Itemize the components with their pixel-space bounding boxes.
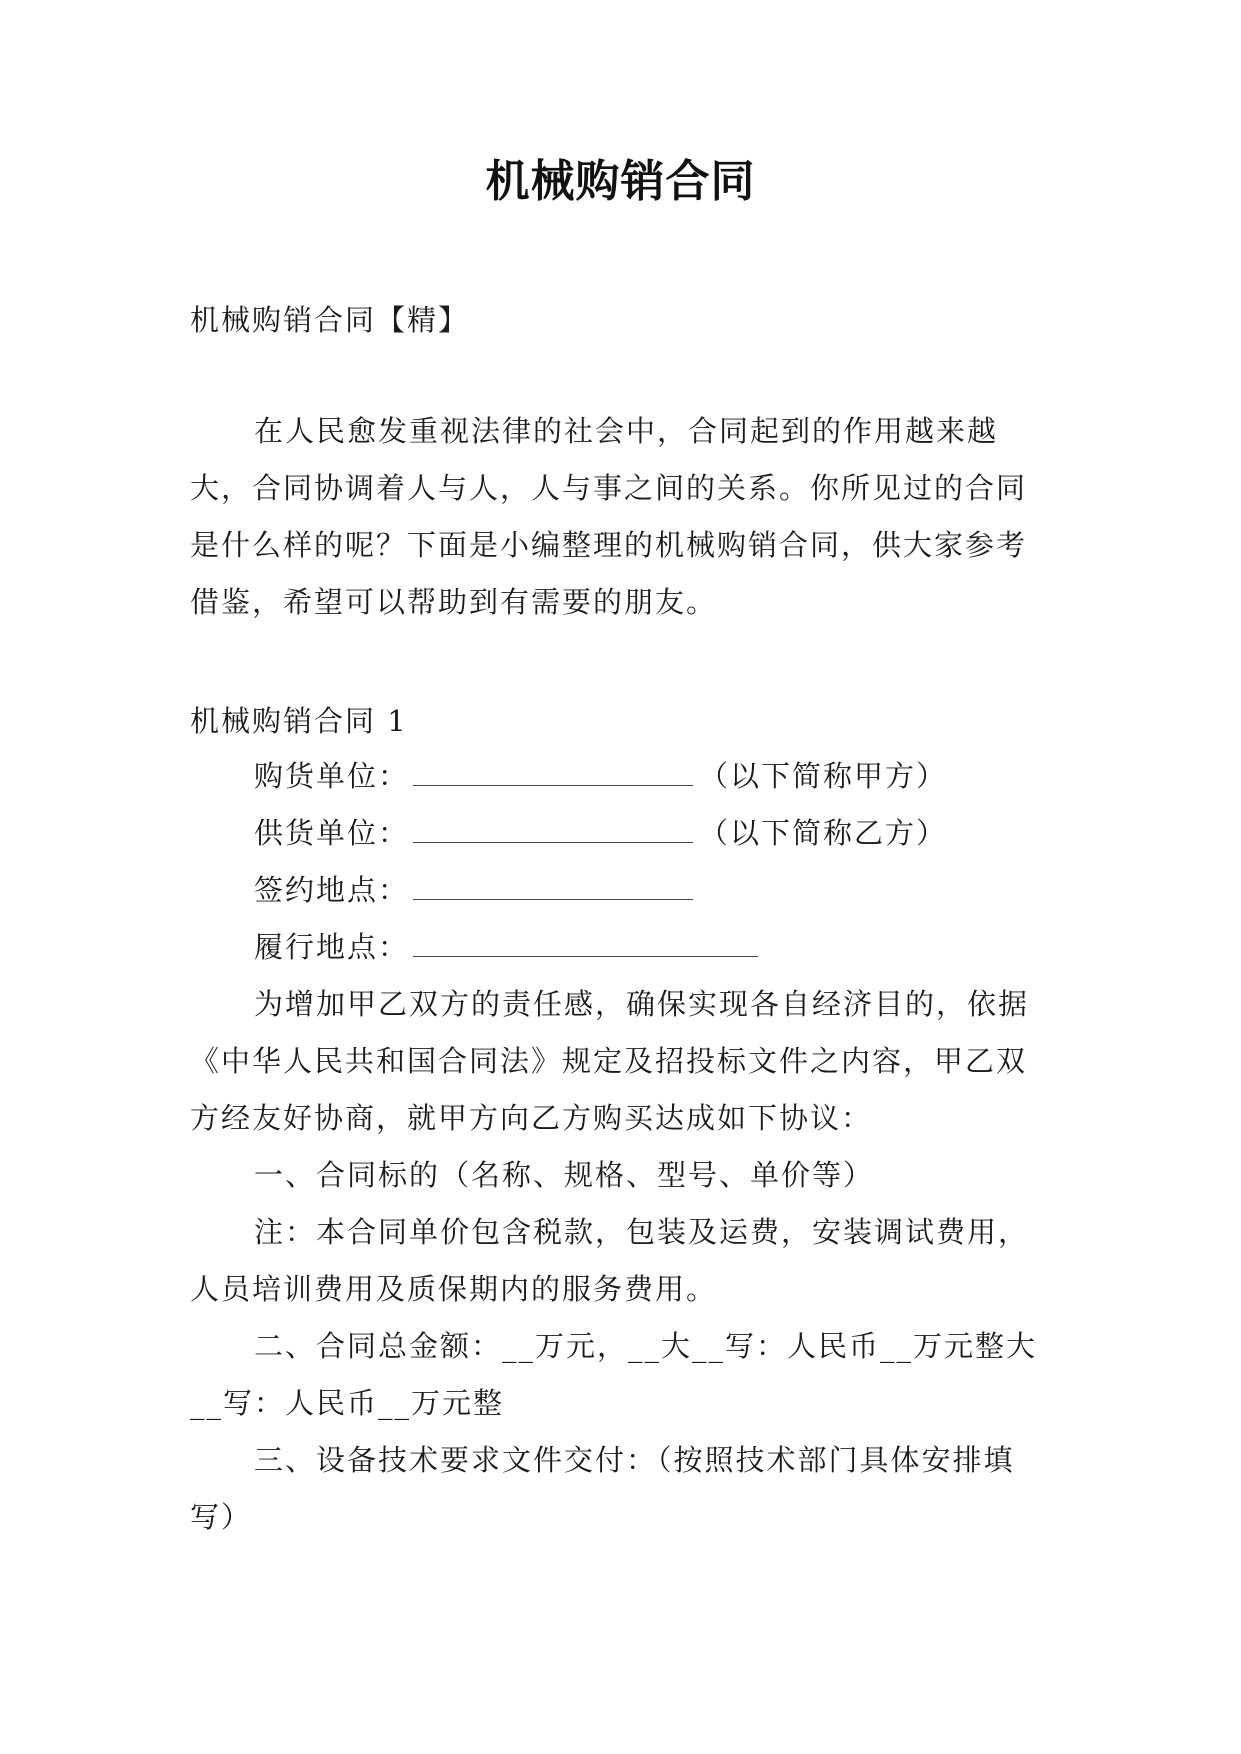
clause-2: 二、合同总金额：__万元，__大__写：人民币__万元整大__写：人民币__万元整 bbox=[190, 1329, 1038, 1420]
supplier-note: （以下简称乙方） bbox=[699, 816, 948, 850]
signing-place-label: 签约地点： bbox=[254, 873, 410, 907]
signing-place-row bbox=[190, 862, 1055, 919]
buyer-label: 购货单位： bbox=[254, 759, 410, 793]
clause-1: 一、合同标的（名称、规格、型号、单价等） bbox=[254, 1158, 875, 1192]
clause-1-note: 注：本合同单价包含税款，包装及运费，安装调试费用，人员培训费用及质保期内的服务费用。 bbox=[190, 1215, 1030, 1306]
buyer-field-row bbox=[190, 748, 1055, 805]
performance-place-blank[interactable] bbox=[413, 928, 758, 957]
intro-paragraph: 在人民愈发重视法律的社会中，合同起到的作用越来越大，合同协调着人与人，人与事之间的关系。你所见过的合同是什么样的呢？下面是小编整理的机械购销合同，供大家参考借鉴，希望可以帮助到有需要的朋友。 bbox=[190, 414, 1028, 619]
supplier-field-row bbox=[190, 805, 1055, 862]
document-title: 机械购销合同 bbox=[485, 156, 756, 207]
supplier-label: 供货单位： bbox=[254, 816, 410, 850]
purpose-paragraph: 为增加甲乙双方的责任感，确保实现各自经济目的，依据《中华人民共和国合同法》规定及招投标文件之内容，甲乙双方经友好协商，就甲方向乙方购买达成如下协议： bbox=[190, 987, 1030, 1135]
performance-place-label: 履行地点： bbox=[254, 930, 410, 964]
buyer-blank[interactable] bbox=[413, 757, 693, 786]
contract-body bbox=[190, 748, 1055, 1546]
document-subtitle: 机械购销合同【精】 bbox=[190, 303, 470, 337]
signing-place-blank[interactable] bbox=[413, 871, 693, 900]
section-heading: 机械购销合同 1 bbox=[190, 704, 408, 738]
performance-place-row bbox=[190, 919, 1055, 976]
supplier-blank[interactable] bbox=[413, 814, 693, 843]
clause-3: 三、设备技术要求文件交付：（按照技术部门具体安排填写） bbox=[190, 1443, 1015, 1534]
buyer-note: （以下简称甲方） bbox=[699, 759, 948, 793]
